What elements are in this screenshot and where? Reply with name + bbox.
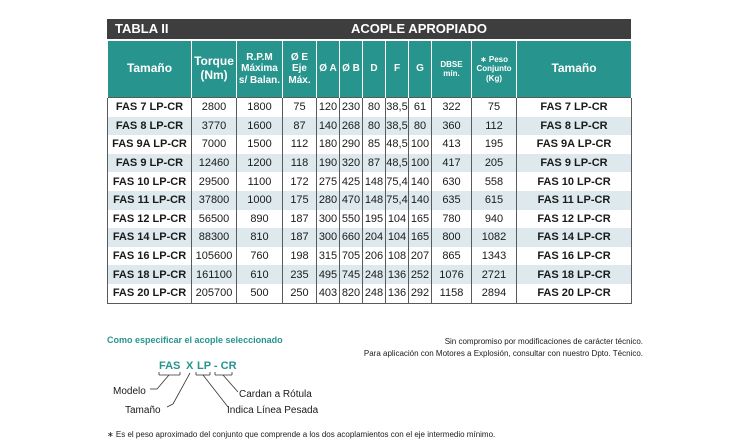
- cell-eje: 187: [283, 210, 317, 229]
- cell-torque: 2800: [192, 98, 237, 117]
- cell-eje: 175: [283, 191, 317, 210]
- cell-tamano: FAS 14 LP-CR: [108, 228, 192, 247]
- table-heading: ACOPLE APROPIADO: [351, 21, 488, 36]
- cell-b: 290: [340, 135, 363, 154]
- cell-torque: 205700: [192, 284, 237, 303]
- cell-g: 292: [409, 284, 432, 303]
- code-lp-cr: LP - CR: [197, 360, 237, 372]
- cell-a: 180: [317, 135, 340, 154]
- modelo-leader: [157, 375, 169, 389]
- code-fas: FAS: [159, 360, 181, 372]
- cell-peso: 2894: [472, 284, 517, 303]
- header-line: Tamaño: [126, 61, 173, 76]
- header-line: Torque: [194, 54, 234, 69]
- cell-eje: 198: [283, 247, 317, 266]
- cell-eje: 235: [283, 265, 317, 284]
- cell-eje: 75: [283, 98, 317, 117]
- cell-g: 165: [409, 210, 432, 229]
- table-body: [108, 98, 632, 304]
- cell-rpm: 810: [237, 228, 283, 247]
- header-line: (Kg): [486, 73, 502, 83]
- cell-d: 80: [363, 98, 386, 117]
- cell-g: 100: [409, 135, 432, 154]
- cell-rpm: 760: [237, 247, 283, 266]
- header-line: Ø E: [290, 51, 309, 63]
- cell-torque: 105600: [192, 247, 237, 266]
- cell-rpm: 1000: [237, 191, 283, 210]
- header-torque: [192, 41, 237, 98]
- tamano-leader: [173, 373, 190, 404]
- specification-heading: Como especificar el acople seleccionado: [107, 335, 283, 345]
- cell-torque: 7000: [192, 135, 237, 154]
- cell-peso: 940: [472, 210, 517, 229]
- tamano-leader-end: [167, 404, 173, 407]
- indica-leader: [203, 375, 228, 407]
- header-line: ∗ Peso: [479, 55, 509, 65]
- cell-a: 300: [317, 228, 340, 247]
- coupling-table: [107, 41, 632, 304]
- table-row: [108, 154, 632, 173]
- header-a: [317, 41, 340, 98]
- cell-tamano: FAS 7 LP-CR: [108, 98, 192, 117]
- table-row: [108, 172, 632, 191]
- cell-tamano: FAS 18 LP-CR: [108, 265, 192, 284]
- cell-d: 206: [363, 247, 386, 266]
- cell-tamano2: FAS 7 LP-CR: [517, 98, 632, 117]
- cell-tamano: FAS 10 LP-CR: [108, 172, 192, 191]
- cell-b: 660: [340, 228, 363, 247]
- cell-a: 140: [317, 117, 340, 136]
- table-row: [108, 228, 632, 247]
- cell-peso: 112: [472, 117, 517, 136]
- cell-rpm: 1100: [237, 172, 283, 191]
- header-line: D: [370, 63, 378, 75]
- cell-tamano2: FAS 14 LP-CR: [517, 228, 632, 247]
- table-row: [108, 98, 632, 117]
- cell-d: 248: [363, 284, 386, 303]
- cell-d: 148: [363, 172, 386, 191]
- cell-b: 268: [340, 117, 363, 136]
- table-row: [108, 210, 632, 229]
- cell-tamano2: FAS 11 LP-CR: [517, 191, 632, 210]
- header-line: DBSE: [440, 59, 463, 69]
- header-d: [363, 41, 386, 98]
- cell-dbse: 1158: [432, 284, 472, 303]
- cell-torque: 37800: [192, 191, 237, 210]
- cell-g: 252: [409, 265, 432, 284]
- cell-dbse: 322: [432, 98, 472, 117]
- cell-torque: 12460: [192, 154, 237, 173]
- cell-tamano: FAS 12 LP-CR: [108, 210, 192, 229]
- label-modelo: Modelo: [113, 386, 146, 397]
- cell-tamano2: FAS 18 LP-CR: [517, 265, 632, 284]
- cell-rpm: 1200: [237, 154, 283, 173]
- cell-a: 315: [317, 247, 340, 266]
- cell-tamano2: FAS 9 LP-CR: [517, 154, 632, 173]
- header-rpm: [237, 41, 283, 98]
- header-dbse: [432, 41, 472, 98]
- cell-b: 230: [340, 98, 363, 117]
- cell-rpm: 1600: [237, 117, 283, 136]
- cell-dbse: 360: [432, 117, 472, 136]
- cell-rpm: 610: [237, 265, 283, 284]
- table-title-bar: [107, 19, 631, 39]
- cell-rpm: 1800: [237, 98, 283, 117]
- header-line: F: [393, 63, 401, 75]
- cell-f: 48,5: [386, 154, 409, 173]
- cell-d: 87: [363, 154, 386, 173]
- cell-tamano2: FAS 16 LP-CR: [517, 247, 632, 266]
- cell-d: 148: [363, 191, 386, 210]
- cell-dbse: 417: [432, 154, 472, 173]
- header-line: Máxima: [241, 63, 278, 75]
- header-eje: [283, 41, 317, 98]
- cell-peso: 75: [472, 98, 517, 117]
- cell-f: 136: [386, 265, 409, 284]
- cell-eje: 87: [283, 117, 317, 136]
- cell-peso: 558: [472, 172, 517, 191]
- header-line: (Nm): [200, 68, 228, 82]
- cell-g: 100: [409, 154, 432, 173]
- cell-b: 425: [340, 172, 363, 191]
- cell-tamano: FAS 8 LP-CR: [108, 117, 192, 136]
- cell-peso: 1082: [472, 228, 517, 247]
- cell-tamano: FAS 9A LP-CR: [108, 135, 192, 154]
- table-row: [108, 117, 632, 136]
- cell-peso: 205: [472, 154, 517, 173]
- header-line: Eje: [291, 63, 307, 75]
- cell-tamano: FAS 9 LP-CR: [108, 154, 192, 173]
- cardan-leader: [223, 375, 238, 392]
- disclaimer-engines: Para aplicación con Motores a Explosión, consultar con nuestro Dpto. Técnico.: [363, 349, 643, 358]
- cell-tamano2: FAS 9A LP-CR: [517, 135, 632, 154]
- table-row: [108, 191, 632, 210]
- cell-f: 104: [386, 228, 409, 247]
- cell-eje: 112: [283, 135, 317, 154]
- cell-f: 108: [386, 247, 409, 266]
- cell-a: 495: [317, 265, 340, 284]
- label-tamano: Tamaño: [125, 405, 161, 416]
- cell-tamano2: FAS 10 LP-CR: [517, 172, 632, 191]
- header-peso: [472, 41, 517, 98]
- cell-a: 275: [317, 172, 340, 191]
- table-row: [108, 247, 632, 266]
- cell-torque: 29500: [192, 172, 237, 191]
- cell-tamano: FAS 16 LP-CR: [108, 247, 192, 266]
- cell-f: 75,4: [386, 191, 409, 210]
- header-b: [340, 41, 363, 98]
- cell-d: 195: [363, 210, 386, 229]
- cell-f: 38,5: [386, 117, 409, 136]
- cell-f: 48,5: [386, 135, 409, 154]
- cell-rpm: 890: [237, 210, 283, 229]
- cell-peso: 195: [472, 135, 517, 154]
- cell-dbse: 630: [432, 172, 472, 191]
- cell-f: 136: [386, 284, 409, 303]
- cell-tamano2: FAS 20 LP-CR: [517, 284, 632, 303]
- cell-b: 705: [340, 247, 363, 266]
- header-line: Máx.: [288, 74, 311, 86]
- table-row: [108, 135, 632, 154]
- header-f: [386, 41, 409, 98]
- header-line: Ø A: [319, 63, 337, 75]
- cell-tamano: FAS 20 LP-CR: [108, 284, 192, 303]
- cell-eje: 250: [283, 284, 317, 303]
- cell-eje: 172: [283, 172, 317, 191]
- cell-dbse: 800: [432, 228, 472, 247]
- cell-d: 204: [363, 228, 386, 247]
- cell-rpm: 500: [237, 284, 283, 303]
- cell-a: 120: [317, 98, 340, 117]
- cell-torque: 88300: [192, 228, 237, 247]
- table-row: [108, 284, 632, 303]
- cell-g: 207: [409, 247, 432, 266]
- code-size: X: [186, 360, 194, 372]
- cell-g: 61: [409, 98, 432, 117]
- table-row: [108, 265, 632, 284]
- header-line: mín.: [443, 69, 460, 78]
- cell-dbse: 413: [432, 135, 472, 154]
- cell-g: 140: [409, 172, 432, 191]
- header-tamano2: [517, 41, 632, 98]
- header-g: [409, 41, 432, 98]
- cell-f: 75,4: [386, 172, 409, 191]
- label-indica: Indica Línea Pesada: [227, 405, 319, 416]
- cell-tamano2: FAS 8 LP-CR: [517, 117, 632, 136]
- table-header-row: [108, 41, 632, 98]
- cell-d: 80: [363, 117, 386, 136]
- cell-a: 300: [317, 210, 340, 229]
- cell-d: 85: [363, 135, 386, 154]
- header-line: Conjunto: [476, 64, 512, 74]
- cell-peso: 2721: [472, 265, 517, 284]
- cell-peso: 615: [472, 191, 517, 210]
- header-line: s/ Balan.: [238, 74, 281, 86]
- cell-eje: 118: [283, 154, 317, 173]
- header-line: R.P.M: [246, 51, 273, 63]
- cell-tamano2: FAS 12 LP-CR: [517, 210, 632, 229]
- cell-b: 320: [340, 154, 363, 173]
- cell-g: 80: [409, 117, 432, 136]
- disclaimer-technical: Sin compromiso por modificaciones de carácter técnico.: [444, 337, 643, 346]
- cell-peso: 1343: [472, 247, 517, 266]
- cell-torque: 3770: [192, 117, 237, 136]
- header-line: Tamaño: [551, 61, 597, 76]
- cell-torque: 56500: [192, 210, 237, 229]
- cell-d: 248: [363, 265, 386, 284]
- cell-rpm: 1500: [237, 135, 283, 154]
- header-line: Ø B: [342, 63, 360, 75]
- footnote: ∗ Es el peso aproximado del conjunto que comprende a los dos acoplamientos con el eje intermedio mínimo.: [107, 430, 496, 439]
- cell-eje: 187: [283, 228, 317, 247]
- header-line: G: [416, 63, 424, 75]
- cell-dbse: 780: [432, 210, 472, 229]
- cell-f: 38,5: [386, 98, 409, 117]
- cell-b: 470: [340, 191, 363, 210]
- cell-g: 165: [409, 228, 432, 247]
- cell-tamano: FAS 11 LP-CR: [108, 191, 192, 210]
- cell-a: 190: [317, 154, 340, 173]
- cell-f: 104: [386, 210, 409, 229]
- cell-g: 140: [409, 191, 432, 210]
- cell-a: 403: [317, 284, 340, 303]
- cell-dbse: 635: [432, 191, 472, 210]
- cell-a: 280: [317, 191, 340, 210]
- cell-b: 745: [340, 265, 363, 284]
- cell-b: 820: [340, 284, 363, 303]
- label-cardan: Cardan a Rótula: [239, 389, 312, 400]
- cell-dbse: 1076: [432, 265, 472, 284]
- table-label: TABLA II: [115, 21, 169, 36]
- cell-b: 550: [340, 210, 363, 229]
- cell-dbse: 865: [432, 247, 472, 266]
- header-tamano: [108, 41, 192, 98]
- cell-torque: 161100: [192, 265, 237, 284]
